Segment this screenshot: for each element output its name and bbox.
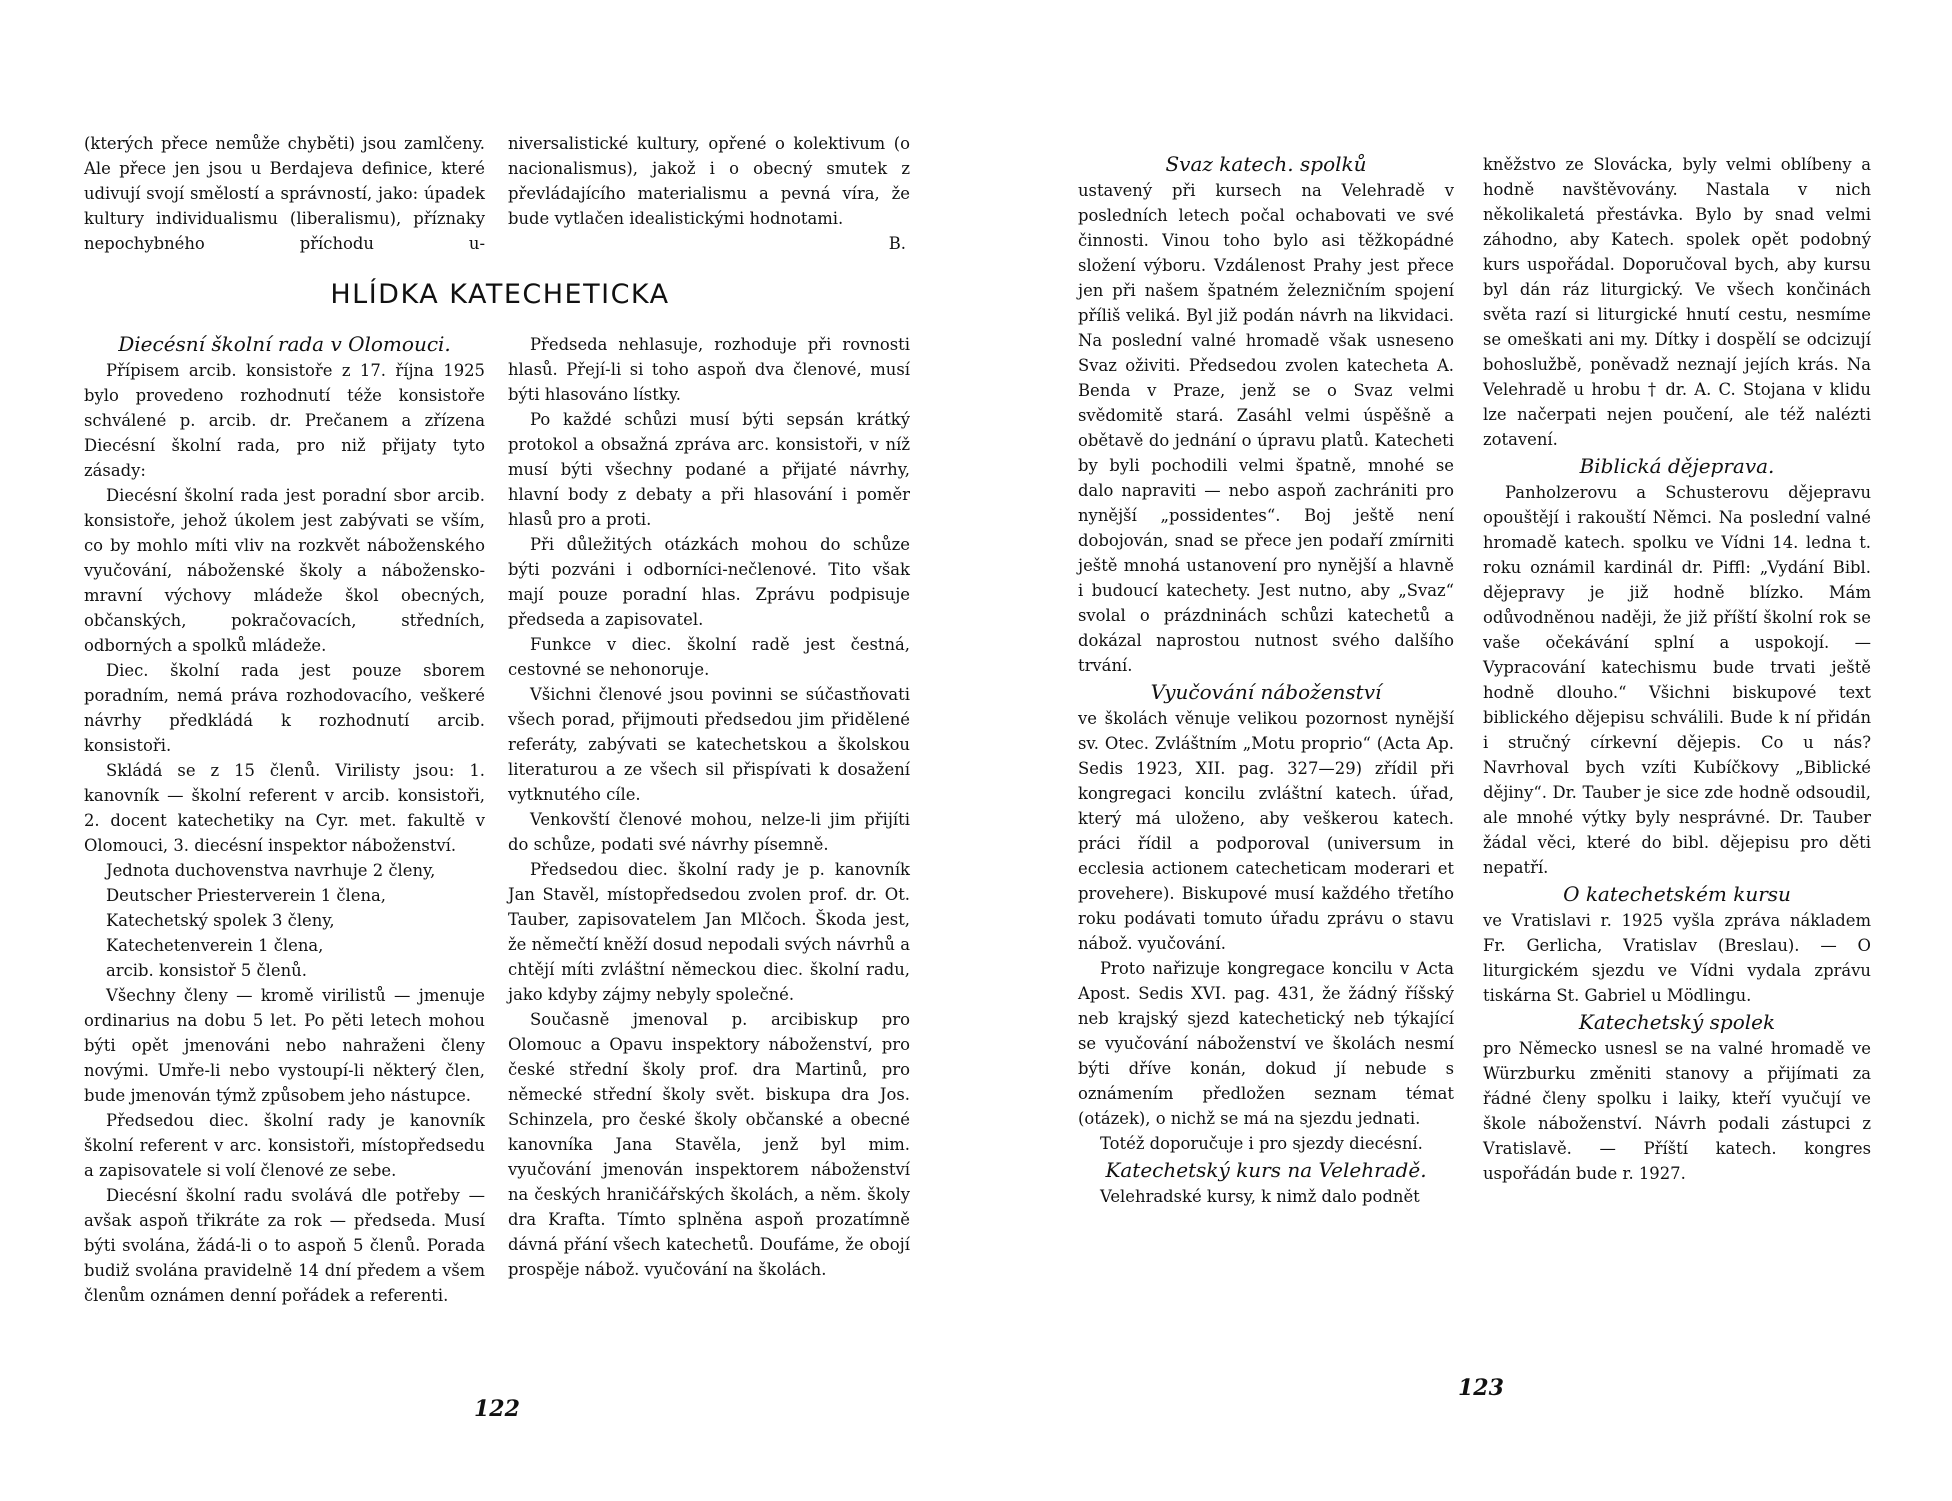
section-title: HLÍDKA KATECHETICKA bbox=[330, 279, 670, 310]
paragraph: niversalistické kultury, opřené o kolektivum (o nacionalismus), jakož i o obecný smutek z převládajícího materialismu a pevná víra, že bude vytlačen idealistickými hodnotami. bbox=[508, 134, 910, 228]
paragraph: Diec. školní rada jest pouze sborem poradním, nemá práva rozhodovacího, veškeré návrhy předkládá k rozhodnutí arcib. konsistoři. bbox=[84, 661, 485, 755]
list-item: Jednota duchovenstva navrhuje 2 členy, bbox=[106, 861, 436, 880]
paragraph: Přípisem arcib. konsistoře z 17. října 1925 bylo provedeno rozhodnutí téže konsistoře schválené p. arcib. dr. Prečanem a zřízena Diecésní školní rada, pro niž přijaty tyto zásady: bbox=[84, 361, 485, 480]
paragraph: Po každé schůzi musí býti sepsán krátký protokol a obsažná zpráva arc. konsistoři, v níž musí býti všechny podané a přijaté návrhy, hlavní body z debaty a při hlasování i poměr hlasů pro a proti. bbox=[508, 410, 910, 529]
paragraph: Všechny členy — kromě virilistů — jmenuje ordinarius na dobu 5 let. Po pěti letech mohou býti opět jmenováni nebo nahraženi členy novými. Umře-li nebo vystoupí-li některý člen, bude jmenován týmž způsobem jeho nástupce. bbox=[84, 986, 485, 1105]
subheading: Diecésní školní rada v Olomouci. bbox=[118, 332, 451, 356]
list-item: Deutscher Priesterverein 1 člena, bbox=[106, 886, 387, 905]
paragraph: Skládá se z 15 členů. Virilisty jsou: 1. kanovník — školní referent v arcib. konsistoři, 2. docent katechetiky na Cyr. met. fakultě v Olomouci, 3. diecésní inspektor náboženství. bbox=[84, 761, 485, 855]
paragraph: Proto nařizuje kongregace koncilu v Acta Apost. Sedis XVI. pag. 431, že žádný říšský neb krajský sjezd katechetický neb týkající se vyučování náboženství ve školách nesmí býti dříve konán, dokud jí nebude s oznámením předložen seznam témat (otázek), o nichž se má na sjezdu jednati. bbox=[1078, 959, 1454, 1128]
paragraph: Venkovští členové mohou, nelze-li jim přijíti do schůze, podati své návrhy písemně. bbox=[508, 810, 910, 854]
right-page bbox=[976, 0, 1952, 1501]
paragraph: Diecésní školní rada jest poradní sbor arcib. konsistoře, jehož úkolem jest zabývati se vším, co by mohlo míti vliv na rozkvět náboženského vyučování, náboženské školy a nábožensko-mravní výchovy mládeže škol obecných, občanských, pokračovacích, středních, odborných a spolků mládeže. bbox=[84, 486, 485, 655]
paragraph: Předseda nehlasuje, rozhoduje při rovnosti hlasů. Přejí-li si toho aspoň dva členové, musí býti hlasováno lístky. bbox=[508, 335, 910, 404]
list-item: Katechetenverein 1 člena, bbox=[106, 936, 324, 955]
page-number: 123 bbox=[1458, 1375, 1504, 1401]
paragraph: pro Německo usnesl se na valné hromadě ve Würzburku změniti stanovy a přijímati za řádné členy spolku i laiky, kteří vyučují ve škole náboženství. Návrh podali zástupci z Vratislavě. — Příští katech. kongres uspořádán bude r. 1927. bbox=[1483, 1039, 1871, 1183]
right-col2 bbox=[1483, 152, 1871, 1186]
paragraph: Při důležitých otázkách mohou do schůze býti pozváni i odborníci-nečlenové. Tito však mají pouze poradní hlas. Zprávu podpisuje předseda a zapisovatel. bbox=[508, 535, 910, 629]
paragraph: ve Vratislavi r. 1925 vyšla zpráva nákladem Fr. Gerlicha, Vratislav (Breslau). — O liturgickém sjezdu ve Vídni vydala zprávu tiskárna St. Gabriel u Mödlingu. bbox=[1483, 911, 1871, 1005]
subheading: Vyučování náboženství bbox=[1150, 680, 1382, 704]
list-item: Katechetský spolek 3 členy, bbox=[106, 911, 335, 930]
paragraph: Funkce v diec. školní radě jest čestná, cestovné se nehonoruje. bbox=[508, 635, 910, 679]
right-col1 bbox=[1078, 150, 1454, 1209]
paragraph: Předsedou diec. školní rady je p. kanovník Jan Stavěl, místopředsedou zvolen prof. dr. Ot. Tauber, zapisovatelem Jan Mlčoch. Škoda jest, že němečtí kněží dosud nepodali svých návrhů a chtějí míti zvláštní německou diec. školní radu, jako kdyby zájmy nebyly společné. bbox=[508, 860, 910, 1004]
subheading: O katechetském kursu bbox=[1563, 882, 1791, 906]
subheading: Biblická dějeprava. bbox=[1579, 454, 1775, 478]
paragraph: Současně jmenoval p. arcibiskup pro Olomouc a Opavu inspektory náboženství, pro české střední školy prof. dra Martinů, pro německé střední školy svět. biskupa dra Jos. Schinzela, pro české školy občanské a obecné kanovníka Jana Stavěla, jenž byl mim. vyučování jmenován inspektorem náboženství na českých hraničářských školách, a něm. školy dra Krafta. Tímto splněna aspoň prozatímně dávná přání všech katechetů. Doufáme, že obojí prospěje nábož. vyučování na školách. bbox=[508, 1010, 910, 1279]
paragraph: kněžstvo ze Slovácka, byly velmi oblíbeny a hodně navštěvovány. Nastala v nich několikaletá přestávka. Bylo by snad velmi záhodno, aby Katech. spolek opět podobný kurs uspořádal. Doporučoval bych, aby kursu byl dán ráz liturgický. Ve všech končinách světa razí si liturgické hnutí cestu, nesmíme se omeškati ani my. Dítky i dospělí se odcizují bohoslužbě, poněvadž neznají jejích krás. Na Velehradě u hrobu † dr. A. C. Stojana v klidu lze načerpati nejen poučení, ale též nalézti zotavení. bbox=[1483, 155, 1871, 449]
left-col1-intro bbox=[84, 131, 485, 256]
paragraph: Všichni členové jsou povinni se súčastňovati všech porad, přijmouti předsedou jim přidělené referáty, zabývati se katechetskou a školskou literaturou a ze všech sil přispívati k dosažení vytknutého cíle. bbox=[508, 685, 910, 804]
subheading: Katechetský spolek bbox=[1578, 1010, 1776, 1034]
left-col2 bbox=[508, 332, 910, 1282]
subheading: Katechetský kurs na Velehradě. bbox=[1105, 1158, 1427, 1182]
paragraph: Diecésní školní radu svolává dle potřeby — avšak aspoň třikráte za rok — předseda. Musí býti svolána, žádá-li o to aspoň 5 členů. Porada budiž svolána pravidelně 14 dní předem a všem členům oznámen denní pořádek a referenti. bbox=[84, 1186, 485, 1305]
paragraph: Panholzerovu a Schusterovu dějepravu opouštějí i rakouští Němci. Na poslední valné hromadě katech. spolku ve Vídni 14. ledna t. roku oznámil kardinál dr. Piffl: „Vydání Bibl. dějepravy je již hodně blízko. Mám odůvodněnou naději, že již příští školní rok se vaše očekávání splní a uspokojí. — Vypracování katechismu bude trvati ještě hodně dlouho.“ Všichni biskupové text biblického dějepisu schválili. Bude k ní přidán i stručný církevní dějepis. Co u nás? Navrhoval bych vzíti Kubíčkovy „Biblické dějiny“. Dr. Tauber je sice zde hodně odsoudil, ale mnohé výtky byly nesprávné. Dr. Tauber žádal věci, které do bibl. dějepisu pro děti nepatří. bbox=[1483, 483, 1871, 877]
paragraph: Totéž doporučuje i pro sjezdy diecésní. bbox=[1100, 1134, 1423, 1153]
paragraph: Předsedou diec. školní rady je kanovník školní referent v arc. konsistoři, místopředsedu a zapisovatele si volí členové ze sebe. bbox=[84, 1111, 485, 1180]
paragraph: (kterých přece nemůže chyběti) jsou zamlčeny. Ale přece jen jsou u Berdajeva definice, které udivují svojí smělostí a správností, jako: úpadek kultury individualismu (liberalismu), příznaky nepochybného příchodu u- bbox=[84, 134, 485, 253]
paragraph: ustavený při kursech na Velehradě v posledních letech počal ochabovati ve své činnosti. Vinou toho bylo asi těžkopádné složení výboru. Vzdálenost Prahy jest přece jen při našem špatném železničním spojení příliš veliká. Byl již podán návrh na likvidaci. Na poslední valné hromadě však usneseno Svaz oživiti. Předsedou zvolen katecheta A. Benda v Praze, jenž se o Svaz velmi svědomitě stará. Zasáhl velmi úspěšně a obětavě do jednání o úpravu platů. Katecheti by byli pochodili velmi špatně, mnohé se dalo napraviti — nebo aspoň zachrániti pro nynější „possidentes“. Boj ještě není dobojován, snad se přece jen podaří zmírniti ještě mnohá ustanovení pro nynější a hlavně i budoucí katechety. Jest nutno, aby „Svaz“ svolal o prázdninách schůzi katechetů a dokázal naprostou nutnost svého dalšího trvání. bbox=[1078, 181, 1454, 675]
left-col1 bbox=[84, 330, 485, 1308]
subheading: Svaz katech. spolků bbox=[1165, 152, 1367, 176]
paragraph: Velehradské kursy, k nimž dalo podnět bbox=[1100, 1187, 1420, 1206]
list-item: arcib. konsistoř 5 členů. bbox=[106, 961, 307, 980]
page-number: 122 bbox=[474, 1396, 520, 1422]
author-signature: B. bbox=[888, 234, 906, 253]
paragraph: ve školách věnuje velikou pozornost nynější sv. Otec. Zvláštním „Motu proprio“ (Acta Ap. Sedis 1923, XII. pag. 327—29) zřídil při kongregaci koncilu zvláštní katech. úřad, který má uloženo, aby veškerou katech. práci řídil a podporoval (universum in ecclesia actionem catecheticam moderari et provehere). Biskupové musí každého třetího roku podávati tomuto úřadu zprávu o stavu nábož. vyučování. bbox=[1078, 709, 1454, 953]
left-col2-intro bbox=[508, 131, 910, 256]
